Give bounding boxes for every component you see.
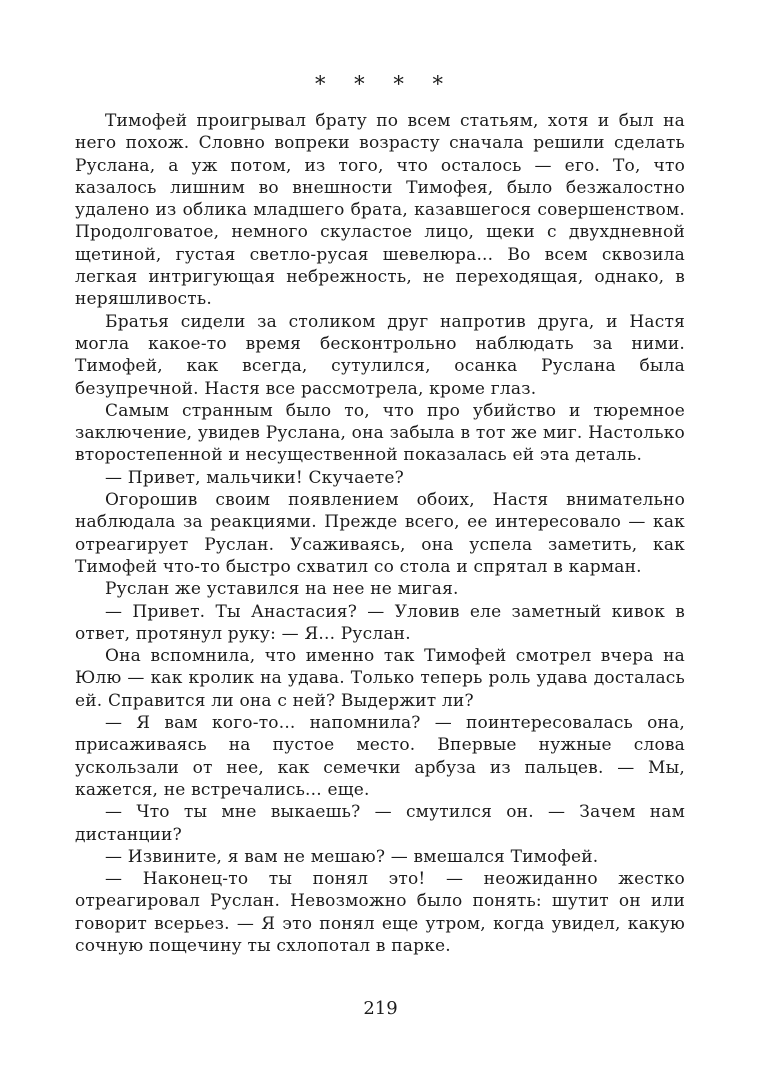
paragraph: Братья сидели за столиком друг напротив друга, и Настя могла какое-то время бесконтрольно наблюдать за ними. Тимофей, как всегда, сутулился, осанка Руслана была безупречной. Настя все рассмотрела, кроме глаз. bbox=[75, 311, 685, 399]
paragraph-dialogue: — Наконец-то ты понял это! — неожиданно жестко отреагировал Руслан. Невозможно было понять: шутит он или говорит всерьез. — Я это понял еще утром, когда увидел, какую сочную пощечину ты схлопотал в парке. bbox=[75, 869, 685, 956]
paragraph-dialogue: — Я вам кого-то... напомнила? — поинтересовалась она, присаживаясь на пустое место. Впервые нужные слова ускользали от нее, как семечки арбуза из пальцев. — Мы, кажется, не встречались... еще. bbox=[75, 713, 685, 800]
paragraph-dialogue: — Извините, я вам не мешаю? — вмешался Тимофей. bbox=[105, 846, 599, 867]
paragraph: Тимофей проигрывал брату по всем статьям, хотя и был на него похож. Словно вопреки возрасту сначала решили сделать Руслана, а уж потом, из того, что осталось — его. То, что казалось лишним во внешности Тимофея, было безжалостно удалено из облика младшего брата, казавшегося совершенством. Продолговатое, немного скуластое лицо, щеки с двухдневной щетиной, густая светло-русая шевелюра... Во всем сквозила легкая интригующая небрежность, не переходящая, однако, в неряшливость. bbox=[75, 111, 685, 310]
paragraph-dialogue: — Привет. Ты Анастасия? — Уловив еле заметный кивок в ответ, протянул руку: — Я... Руслан. bbox=[75, 601, 685, 644]
paragraph: Она вспомнила, что именно так Тимофей смотрел вчера на Юлю — как кролик на удава. Только теперь роль удава досталась ей. Справится ли она с ней? Выдержит ли? bbox=[75, 646, 685, 711]
page-number: 219 bbox=[363, 998, 398, 1019]
section-break-asterisks: * * * * bbox=[314, 72, 446, 96]
page-body bbox=[75, 0, 685, 1080]
paragraph: Руслан же уставился на нее не мигая. bbox=[105, 579, 459, 600]
paragraph-dialogue: — Что ты мне выкаешь? — смутился он. — Зачем нам дистанции? bbox=[75, 802, 685, 845]
paragraph: Самым странным было то, что про убийство и тюремное заключение, увидев Руслана, она забыла в тот же миг. Настолько второстепенной и несущественной показалась ей эта деталь. bbox=[75, 400, 685, 466]
body-text bbox=[75, 110, 685, 957]
paragraph: Огорошив своим появлением обоих, Настя внимательно наблюдала за реакциями. Прежде всего, ее интересовало — как отреагирует Руслан. Усаживаясь, она успела заметить, как Тимофей что-то быстро схватил со стола и спрятал в карман. bbox=[75, 490, 685, 577]
paragraph-dialogue: — Привет, мальчики! Скучаете? bbox=[105, 467, 404, 488]
